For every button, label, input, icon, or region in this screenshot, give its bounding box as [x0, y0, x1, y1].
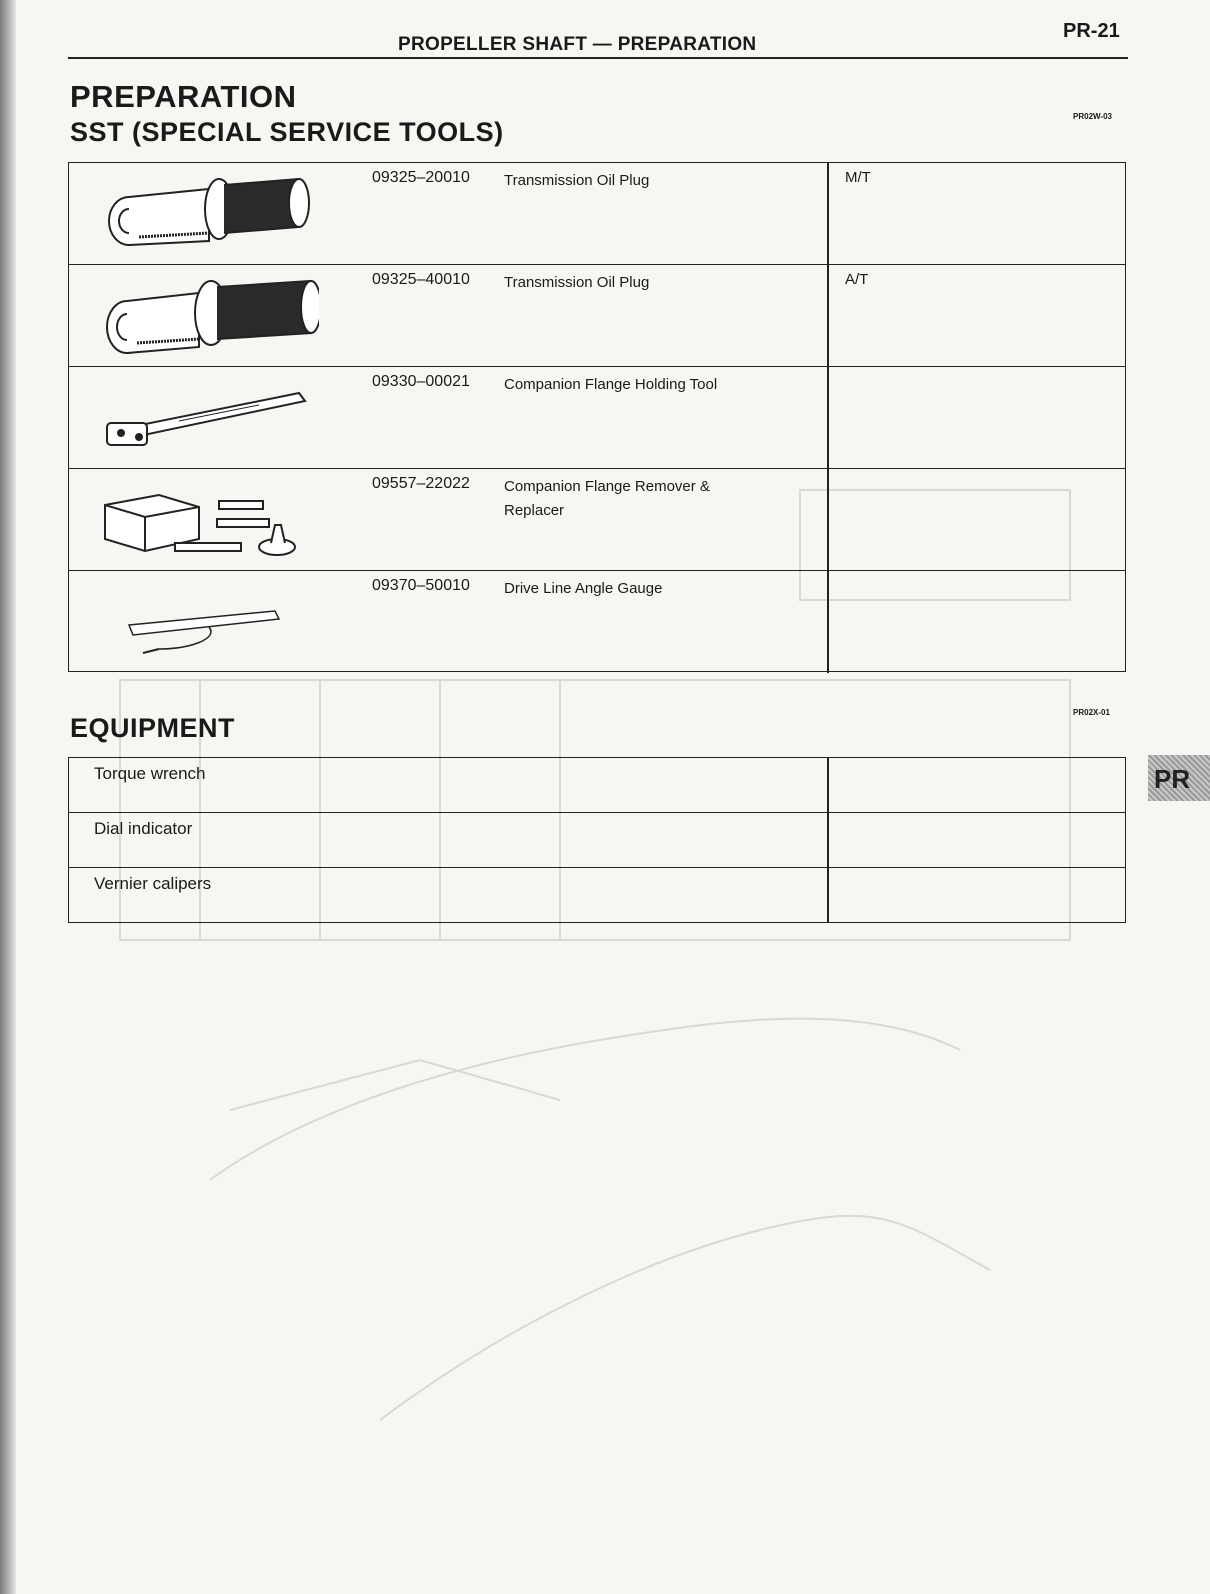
equipment-name: Vernier calipers: [94, 874, 212, 893]
tool-name: Companion Flange Remover & Replacer: [504, 478, 710, 519]
tool-name: Transmission Oil Plug: [504, 274, 650, 291]
table-row: [69, 813, 1125, 868]
header-divider: [68, 57, 1128, 59]
equipment-name: Torque wrench: [94, 764, 206, 783]
page-number: PR-21: [1063, 20, 1120, 42]
table-row: [69, 571, 1125, 673]
tool-name: Drive Line Angle Gauge: [504, 580, 663, 597]
angle-gauge-icon: [99, 579, 319, 665]
oil-plug-tool-icon: [99, 171, 319, 257]
column-divider: [827, 163, 829, 264]
column-divider: [827, 868, 829, 923]
tool-note: M/T: [845, 169, 871, 186]
part-number: 09325–20010: [372, 169, 470, 186]
equipment-table: [68, 757, 1126, 923]
section-side-tab: PR: [1148, 755, 1210, 801]
table-row: [69, 163, 1125, 265]
sst-subtitle: SST (SPECIAL SERVICE TOOLS): [70, 117, 504, 147]
table-row: [69, 868, 1125, 923]
part-number: 09325–40010: [372, 271, 470, 288]
column-divider: [827, 571, 829, 673]
column-divider: [827, 813, 829, 867]
part-number: 09370–50010: [372, 577, 470, 594]
part-number: 09330–00021: [372, 373, 470, 390]
column-divider: [827, 469, 829, 570]
table-row: [69, 758, 1125, 813]
equipment-name: Dial indicator: [94, 819, 193, 838]
column-divider: [827, 265, 829, 366]
sst-table: [68, 162, 1126, 672]
page-binding-edge: [0, 0, 16, 1594]
tool-name: Companion Flange Holding Tool: [504, 376, 718, 393]
table-row: [69, 367, 1125, 469]
part-number: 09557–22022: [372, 475, 470, 492]
equipment-title: EQUIPMENT: [70, 713, 236, 743]
flange-remover-kit-icon: [99, 477, 319, 563]
tool-note: A/T: [845, 271, 869, 288]
table-row: [69, 469, 1125, 571]
sst-reference-code: PR02W-03: [1073, 112, 1112, 121]
page-header-title: PROPELLER SHAFT — PREPARATION: [398, 34, 757, 55]
column-divider: [827, 758, 829, 812]
column-divider: [827, 367, 829, 468]
section-title: PREPARATION: [70, 79, 297, 114]
oil-plug-tool-icon: [99, 273, 319, 359]
equipment-reference-code: PR02X-01: [1073, 708, 1110, 717]
flange-holding-tool-icon: [99, 375, 319, 461]
tool-name: Transmission Oil Plug: [504, 172, 650, 189]
table-row: [69, 265, 1125, 367]
